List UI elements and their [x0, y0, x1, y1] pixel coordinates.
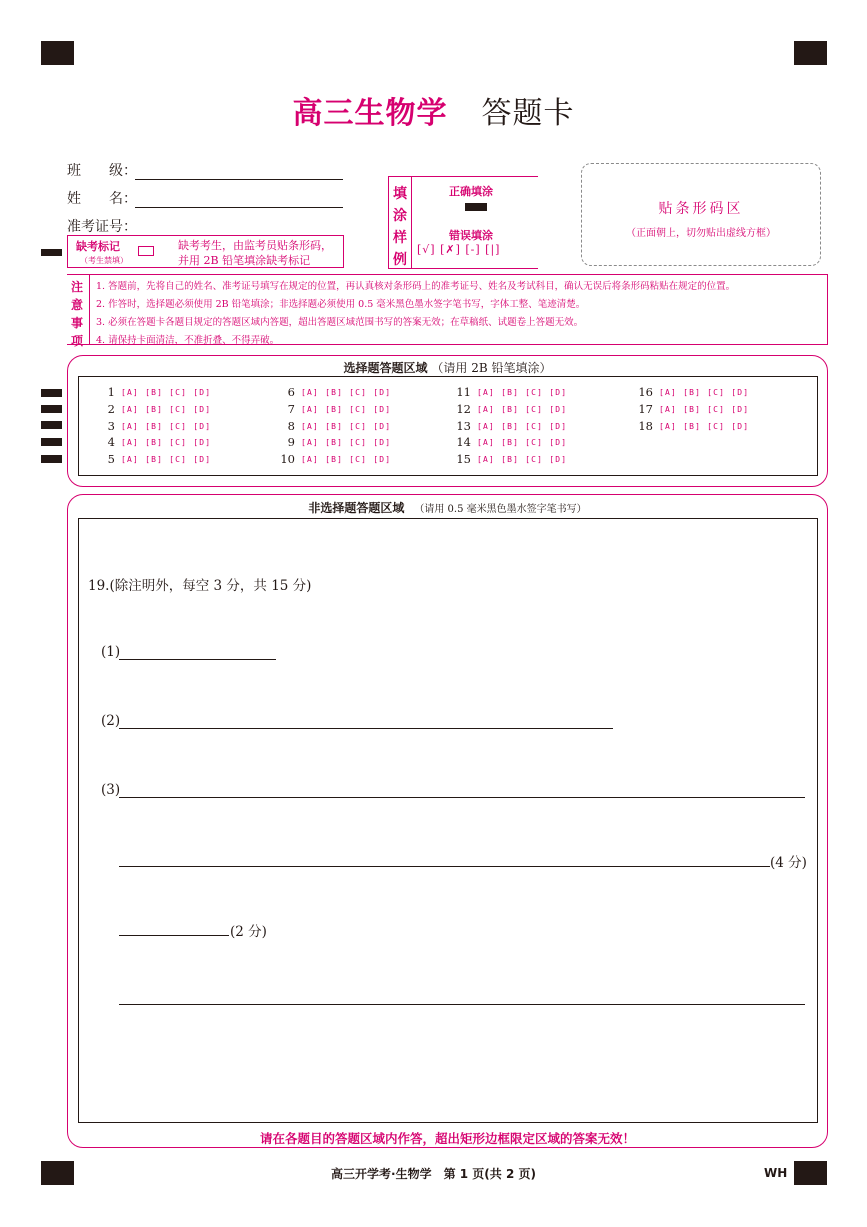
choice-question [99, 385, 211, 399]
answer-blank[interactable] [119, 1004, 805, 1005]
choice-question [279, 435, 391, 449]
wrong-fill-label: 错误填涂 [449, 229, 493, 242]
title-subject: 高三生物学 [292, 96, 448, 131]
question-number: 3 [107, 419, 115, 433]
choice-question [455, 385, 567, 399]
choice-question [279, 402, 391, 416]
note-item: 4. 请保持卡面清洁，不准折叠、不得弄破。 [96, 335, 280, 346]
choice-header-title: 选择题答题区域 [343, 361, 428, 375]
answer-options[interactable]: [A] [B] [C] [D] [477, 387, 568, 397]
answer-options[interactable]: [A] [B] [C] [D] [301, 404, 392, 414]
class-label: 班 级： [67, 163, 137, 179]
answer-options[interactable]: [A] [B] [C] [D] [477, 437, 568, 447]
choice-question [637, 385, 749, 399]
answer-options[interactable]: [A] [B] [C] [D] [659, 404, 750, 414]
question-number: 10 [280, 452, 295, 466]
question-number: 18 [638, 419, 653, 433]
fill-char: 样 [393, 230, 407, 246]
notes-char: 注 [71, 280, 84, 294]
answer-options[interactable]: [A] [B] [C] [D] [301, 421, 392, 431]
barcode-note: （正面朝上，切勿贴出虚线方框） [626, 228, 776, 239]
timing-mark [41, 249, 62, 256]
answer-blank[interactable] [119, 728, 613, 729]
answer-options[interactable]: [A] [B] [C] [D] [301, 454, 392, 464]
part-3-label: (3) [101, 782, 121, 798]
answer-options[interactable]: [A] [B] [C] [D] [121, 437, 212, 447]
choice-question [279, 419, 391, 433]
absent-subtitle: （考生禁填） [80, 256, 128, 265]
choice-question [279, 452, 391, 466]
question-number: 12 [456, 402, 471, 416]
part-1-label: (1) [101, 644, 121, 660]
choice-question [455, 419, 567, 433]
choice-question [99, 435, 211, 449]
nonchoice-header [68, 499, 827, 516]
fill-char: 例 [393, 252, 407, 268]
barcode-title: 贴条形码区 [658, 201, 744, 217]
nonchoice-header-note: （请用 0.5 毫米黑色墨水签字笔书写） [414, 504, 587, 515]
question-number: 7 [287, 402, 295, 416]
answer-options[interactable]: [A] [B] [C] [D] [121, 404, 212, 414]
answer-blank[interactable] [119, 659, 276, 660]
exam-id-line[interactable] [135, 222, 343, 236]
divider [411, 177, 412, 269]
divider [89, 275, 90, 345]
question-number: 17 [638, 402, 653, 416]
notes-section [67, 274, 828, 348]
question-number: 9 [287, 435, 295, 449]
choice-question [637, 419, 749, 433]
page-footer: 高三开学考·生物学 第 1 页(共 2 页) [331, 1167, 536, 1181]
page-title [0, 88, 867, 132]
question-number: 13 [456, 419, 471, 433]
wrong-fill-samples: [√] [✗] [-] [|] [417, 243, 501, 256]
nonchoice-answer-box[interactable] [78, 518, 818, 1123]
answer-blank[interactable] [119, 866, 770, 867]
fill-example-vertical-label [393, 183, 409, 271]
absent-checkbox[interactable] [138, 246, 154, 256]
title-card: 答题卡 [481, 96, 575, 131]
notes-char: 意 [71, 298, 84, 312]
choice-question [99, 452, 211, 466]
question-number: 8 [287, 419, 295, 433]
question-number: 11 [456, 385, 471, 399]
score-4-points: (4 分) [770, 855, 807, 871]
score-2-points: (2 分) [230, 924, 267, 940]
absent-mark-box [67, 235, 344, 268]
nonchoice-header-title: 非选择题答题区域 [308, 501, 405, 515]
answer-options[interactable]: [A] [B] [C] [D] [659, 387, 750, 397]
notes-char: 项 [71, 334, 84, 348]
question-number: 6 [287, 385, 295, 399]
absent-title: 缺考标记 [76, 240, 120, 253]
corner-mark-top-left [41, 41, 74, 65]
correct-fill-label: 正确填涂 [449, 185, 493, 198]
choice-question [455, 435, 567, 449]
answer-options[interactable]: [A] [B] [C] [D] [477, 404, 568, 414]
timing-mark [41, 455, 62, 463]
choice-question [279, 385, 391, 399]
choice-header [68, 359, 827, 376]
timing-mark [41, 421, 62, 429]
part-2-label: (2) [101, 713, 121, 729]
question-number: 5 [107, 452, 115, 466]
question-number: 14 [456, 435, 471, 449]
choice-question [455, 452, 567, 466]
answer-options[interactable]: [A] [B] [C] [D] [121, 421, 212, 431]
absent-instructions [178, 238, 332, 268]
question-number: 16 [638, 385, 653, 399]
note-item: 1. 答题前，先将自己的姓名、准考证号填写在规定的位置，再认真核对条形码上的准考证号、姓名及考试科目，确认无误后将条形码粘贴在规定的位置。 [96, 281, 736, 292]
answer-blank[interactable] [119, 935, 229, 936]
choice-question [99, 419, 211, 433]
exam-id-label: 准考证号： [67, 219, 137, 235]
answer-options[interactable]: [A] [B] [C] [D] [121, 454, 212, 464]
absent-text-line1: 缺考考生，由监考员贴条形码， [178, 239, 332, 252]
answer-options[interactable]: [A] [B] [C] [D] [301, 387, 392, 397]
note-item: 2. 作答时，选择题必须使用 2B 铅笔填涂；非选择题必须使用 0.5 毫米黑色墨水签字笔书写，字体工整、笔迹清楚。 [96, 299, 586, 310]
question-number: 1 [107, 385, 115, 399]
question-number: 2 [107, 402, 115, 416]
timing-mark [41, 405, 62, 413]
corner-mark-top-right [794, 41, 827, 65]
fill-char: 填 [393, 186, 407, 202]
class-field[interactable] [67, 160, 343, 180]
fill-char: 涂 [393, 208, 407, 224]
absent-text-line2: 并用 2B 铅笔填涂缺考标记 [178, 254, 311, 267]
answer-options[interactable]: [A] [B] [C] [D] [121, 387, 212, 397]
choice-answer-area [67, 355, 828, 487]
nonchoice-answer-area [67, 494, 828, 1148]
class-line[interactable] [135, 166, 343, 180]
answer-options[interactable]: [A] [B] [C] [D] [301, 437, 392, 447]
question-number: 4 [107, 435, 115, 449]
name-field[interactable] [67, 188, 343, 208]
timing-mark [41, 389, 62, 397]
answer-options[interactable]: [A] [B] [C] [D] [477, 421, 568, 431]
fill-example [388, 176, 538, 269]
answer-options[interactable]: [A] [B] [C] [D] [477, 454, 568, 464]
footer-code: WH [764, 1166, 788, 1180]
exam-id-field[interactable] [67, 216, 343, 236]
choice-grid [78, 376, 818, 476]
question-19-title: 19.(除注明外，每空 3 分，共 15 分) [88, 578, 312, 594]
question-number: 15 [456, 452, 471, 466]
choice-header-note: （请用 2B 铅笔填涂） [431, 361, 552, 375]
choice-question [455, 402, 567, 416]
choice-question [637, 402, 749, 416]
notes-char: 事 [71, 316, 84, 330]
barcode-area [581, 163, 821, 266]
answer-area-warning: 请在各题目的答题区域内作答，超出矩形边框限定区域的答案无效！ [259, 1131, 635, 1146]
timing-mark [41, 438, 62, 446]
name-line[interactable] [135, 194, 343, 208]
name-label: 姓 名： [67, 191, 137, 207]
answer-blank[interactable] [119, 797, 805, 798]
answer-options[interactable]: [A] [B] [C] [D] [659, 421, 750, 431]
notes-vertical-label [71, 278, 85, 350]
note-item: 3. 必须在答题卡各题目规定的答题区域内答题，超出答题区域范围书写的答案无效；在草稿纸、试题卷上答题无效。 [96, 317, 584, 328]
correct-fill-sample [465, 203, 487, 211]
choice-question [99, 402, 211, 416]
